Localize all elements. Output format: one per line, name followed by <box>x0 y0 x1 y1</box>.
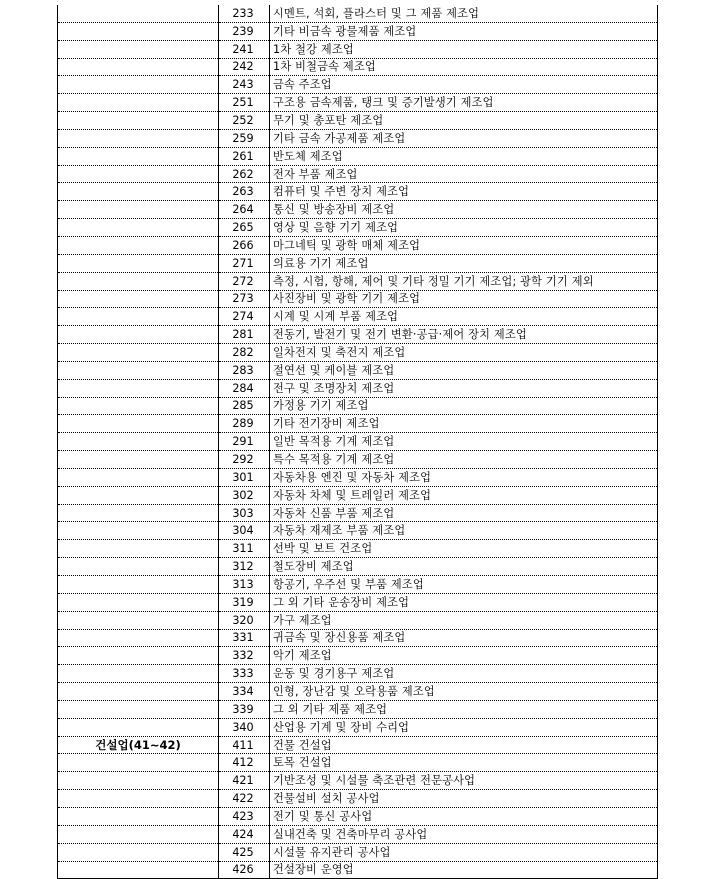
sector-cell <box>58 647 219 665</box>
code-cell: 411 <box>219 736 270 754</box>
industry-name-cell: 실내건축 및 건축마무리 공사업 <box>270 825 658 843</box>
sector-cell <box>58 58 219 76</box>
sector-cell <box>58 700 219 718</box>
sector-cell <box>58 558 219 576</box>
industry-name-cell: 컴퓨터 및 주변 장치 제조업 <box>270 183 658 201</box>
industry-name-cell: 특수 목적용 기계 제조업 <box>270 451 658 469</box>
table-row <box>58 647 658 665</box>
sector-cell <box>58 861 219 879</box>
table-row <box>58 754 658 772</box>
code-cell: 339 <box>219 700 270 718</box>
industry-name-cell: 절연선 및 케이블 제조업 <box>270 361 658 379</box>
sector-cell <box>58 129 219 147</box>
code-cell: 421 <box>219 772 270 790</box>
industry-name-cell: 1차 비철금속 제조업 <box>270 58 658 76</box>
sector-cell <box>58 415 219 433</box>
table-row <box>58 344 658 362</box>
sector-cell <box>58 772 219 790</box>
code-cell: 302 <box>219 486 270 504</box>
code-cell: 243 <box>219 76 270 94</box>
sector-cell <box>58 790 219 808</box>
industry-name-cell: 악기 제조업 <box>270 647 658 665</box>
industry-name-cell: 기타 전기장비 제조업 <box>270 415 658 433</box>
table-row <box>58 540 658 558</box>
sector-cell <box>58 825 219 843</box>
table-row <box>58 576 658 594</box>
table-row <box>58 790 658 808</box>
industry-name-cell: 산업용 기계 및 장비 수리업 <box>270 718 658 736</box>
industry-name-cell: 반도체 제조업 <box>270 147 658 165</box>
industry-classification-table <box>57 5 658 879</box>
table-row <box>58 272 658 290</box>
industry-name-cell: 자동차 신품 부품 제조업 <box>270 504 658 522</box>
code-cell: 289 <box>219 415 270 433</box>
sector-cell <box>58 290 219 308</box>
code-cell: 233 <box>219 5 270 22</box>
code-cell: 259 <box>219 129 270 147</box>
code-cell: 320 <box>219 611 270 629</box>
table-row <box>58 504 658 522</box>
table-row <box>58 290 658 308</box>
code-cell: 282 <box>219 344 270 362</box>
industry-name-cell: 1차 철강 제조업 <box>270 40 658 58</box>
code-cell: 313 <box>219 576 270 594</box>
code-cell: 263 <box>219 183 270 201</box>
code-cell: 239 <box>219 22 270 40</box>
industry-name-cell: 일차전지 및 축전지 제조업 <box>270 344 658 362</box>
table-row <box>58 522 658 540</box>
sector-cell <box>58 76 219 94</box>
code-cell: 251 <box>219 94 270 112</box>
sector-cell <box>58 22 219 40</box>
code-cell: 424 <box>219 825 270 843</box>
table-row <box>58 558 658 576</box>
code-cell: 273 <box>219 290 270 308</box>
table-row <box>58 112 658 130</box>
table-row <box>58 129 658 147</box>
sector-cell <box>58 843 219 861</box>
table-row <box>58 308 658 326</box>
code-cell: 262 <box>219 165 270 183</box>
industry-name-cell: 토목 건설업 <box>270 754 658 772</box>
sector-cell <box>58 629 219 647</box>
table-row <box>58 718 658 736</box>
industry-name-cell: 인형, 장난감 및 오락용품 제조업 <box>270 683 658 701</box>
industry-name-cell: 금속 주조업 <box>270 76 658 94</box>
code-cell: 264 <box>219 201 270 219</box>
sector-cell <box>58 183 219 201</box>
table-row <box>58 825 658 843</box>
table-row <box>58 94 658 112</box>
table-row <box>58 468 658 486</box>
code-cell: 242 <box>219 58 270 76</box>
code-cell: 285 <box>219 397 270 415</box>
industry-name-cell: 마그네틱 및 광학 매체 제조업 <box>270 236 658 254</box>
industry-name-cell: 전구 및 조명장치 제조업 <box>270 379 658 397</box>
sector-cell <box>58 165 219 183</box>
industry-name-cell: 항공기, 우주선 및 부품 제조업 <box>270 576 658 594</box>
industry-name-cell: 자동차용 엔진 및 자동차 제조업 <box>270 468 658 486</box>
industry-name-cell: 선박 및 보트 건조업 <box>270 540 658 558</box>
table-row <box>58 5 658 22</box>
sector-cell <box>58 326 219 344</box>
code-cell: 303 <box>219 504 270 522</box>
table-row <box>58 183 658 201</box>
code-cell: 333 <box>219 665 270 683</box>
table-row <box>58 236 658 254</box>
sector-cell <box>58 433 219 451</box>
code-cell: 311 <box>219 540 270 558</box>
code-cell: 319 <box>219 593 270 611</box>
table-row <box>58 22 658 40</box>
sector-cell <box>58 344 219 362</box>
code-cell: 412 <box>219 754 270 772</box>
sector-cell <box>58 308 219 326</box>
sector-cell <box>58 504 219 522</box>
industry-name-cell: 철도장비 제조업 <box>270 558 658 576</box>
table-body <box>58 5 658 879</box>
code-cell: 425 <box>219 843 270 861</box>
sector-cell <box>58 665 219 683</box>
sector-cell <box>58 486 219 504</box>
industry-name-cell: 무기 및 총포탄 제조업 <box>270 112 658 130</box>
table-row <box>58 326 658 344</box>
table-row <box>58 219 658 237</box>
industry-name-cell: 영상 및 음향 기기 제조업 <box>270 219 658 237</box>
table-row <box>58 772 658 790</box>
table-row <box>58 201 658 219</box>
sector-cell <box>58 397 219 415</box>
sector-cell <box>58 451 219 469</box>
industry-name-cell: 시설물 유지관리 공사업 <box>270 843 658 861</box>
code-cell: 301 <box>219 468 270 486</box>
sector-cell <box>58 754 219 772</box>
sector-cell <box>58 593 219 611</box>
sector-cell <box>58 540 219 558</box>
sector-cell <box>58 254 219 272</box>
table-row <box>58 433 658 451</box>
industry-name-cell: 전동기, 발전기 및 전기 변환·공급·제어 장치 제조업 <box>270 326 658 344</box>
sector-cell <box>58 236 219 254</box>
sector-cell <box>58 576 219 594</box>
table-row <box>58 593 658 611</box>
industry-name-cell: 기반조성 및 시설물 축조관련 전문공사업 <box>270 772 658 790</box>
code-cell: 423 <box>219 807 270 825</box>
table-row <box>58 76 658 94</box>
code-cell: 272 <box>219 272 270 290</box>
code-cell: 312 <box>219 558 270 576</box>
code-cell: 271 <box>219 254 270 272</box>
code-cell: 266 <box>219 236 270 254</box>
table-row <box>58 629 658 647</box>
industry-name-cell: 가구 제조업 <box>270 611 658 629</box>
table-row <box>58 611 658 629</box>
table-row <box>58 58 658 76</box>
sector-cell <box>58 379 219 397</box>
industry-name-cell: 그 외 기타 제품 제조업 <box>270 700 658 718</box>
industry-name-cell: 자동차 재제조 부품 제조업 <box>270 522 658 540</box>
sector-cell <box>58 5 219 22</box>
table-row <box>58 415 658 433</box>
table-row <box>58 807 658 825</box>
sector-cell <box>58 272 219 290</box>
industry-name-cell: 구조용 금속제품, 탱크 및 증기발생기 제조업 <box>270 94 658 112</box>
code-cell: 241 <box>219 40 270 58</box>
industry-name-cell: 시멘트, 석회, 플라스터 및 그 제품 제조업 <box>270 5 658 22</box>
code-cell: 331 <box>219 629 270 647</box>
industry-name-cell: 전기 및 통신 공사업 <box>270 807 658 825</box>
sector-cell <box>58 94 219 112</box>
industry-name-cell: 기타 금속 가공제품 제조업 <box>270 129 658 147</box>
code-cell: 281 <box>219 326 270 344</box>
industry-name-cell: 건물 건설업 <box>270 736 658 754</box>
table-row <box>58 861 658 879</box>
table-row <box>58 665 658 683</box>
industry-name-cell: 기타 비금속 광물제품 제조업 <box>270 22 658 40</box>
table-row <box>58 683 658 701</box>
table-row <box>58 379 658 397</box>
industry-name-cell: 그 외 기타 운송장비 제조업 <box>270 593 658 611</box>
industry-name-cell: 가정용 기기 제조업 <box>270 397 658 415</box>
table-row <box>58 254 658 272</box>
table-row <box>58 147 658 165</box>
sector-cell <box>58 522 219 540</box>
table-row <box>58 165 658 183</box>
industry-name-cell: 측정, 시험, 항해, 제어 및 기타 정밀 기기 제조업; 광학 기기 제외 <box>270 272 658 290</box>
sector-cell <box>58 40 219 58</box>
sector-cell <box>58 683 219 701</box>
table-row <box>58 451 658 469</box>
code-cell: 274 <box>219 308 270 326</box>
sector-cell <box>58 361 219 379</box>
industry-name-cell: 사진장비 및 광학 기기 제조업 <box>270 290 658 308</box>
sector-cell <box>58 147 219 165</box>
table-row <box>58 486 658 504</box>
code-cell: 261 <box>219 147 270 165</box>
code-cell: 332 <box>219 647 270 665</box>
table-row <box>58 736 658 754</box>
industry-name-cell: 귀금속 및 장신용품 제조업 <box>270 629 658 647</box>
code-cell: 304 <box>219 522 270 540</box>
sector-cell: 건설업(41~42) <box>58 736 219 754</box>
code-cell: 292 <box>219 451 270 469</box>
industry-name-cell: 전자 부품 제조업 <box>270 165 658 183</box>
industry-name-cell: 시계 및 시계 부품 제조업 <box>270 308 658 326</box>
industry-name-cell: 건설장비 운영업 <box>270 861 658 879</box>
sector-cell <box>58 219 219 237</box>
code-cell: 422 <box>219 790 270 808</box>
table-row <box>58 361 658 379</box>
table-row <box>58 40 658 58</box>
code-cell: 426 <box>219 861 270 879</box>
table-row <box>58 700 658 718</box>
industry-name-cell: 건물설비 설치 공사업 <box>270 790 658 808</box>
table-row <box>58 397 658 415</box>
sector-cell <box>58 807 219 825</box>
industry-name-cell: 일반 목적용 기계 제조업 <box>270 433 658 451</box>
code-cell: 283 <box>219 361 270 379</box>
sector-cell <box>58 611 219 629</box>
industry-name-cell: 의료용 기기 제조업 <box>270 254 658 272</box>
sector-cell <box>58 201 219 219</box>
sector-cell <box>58 718 219 736</box>
code-cell: 340 <box>219 718 270 736</box>
code-cell: 265 <box>219 219 270 237</box>
code-cell: 334 <box>219 683 270 701</box>
table-row <box>58 843 658 861</box>
sector-cell <box>58 112 219 130</box>
code-cell: 284 <box>219 379 270 397</box>
code-cell: 252 <box>219 112 270 130</box>
industry-name-cell: 자동차 차체 및 트레일러 제조업 <box>270 486 658 504</box>
industry-name-cell: 통신 및 방송장비 제조업 <box>270 201 658 219</box>
code-cell: 291 <box>219 433 270 451</box>
industry-name-cell: 운동 및 경기용구 제조업 <box>270 665 658 683</box>
sector-cell <box>58 468 219 486</box>
